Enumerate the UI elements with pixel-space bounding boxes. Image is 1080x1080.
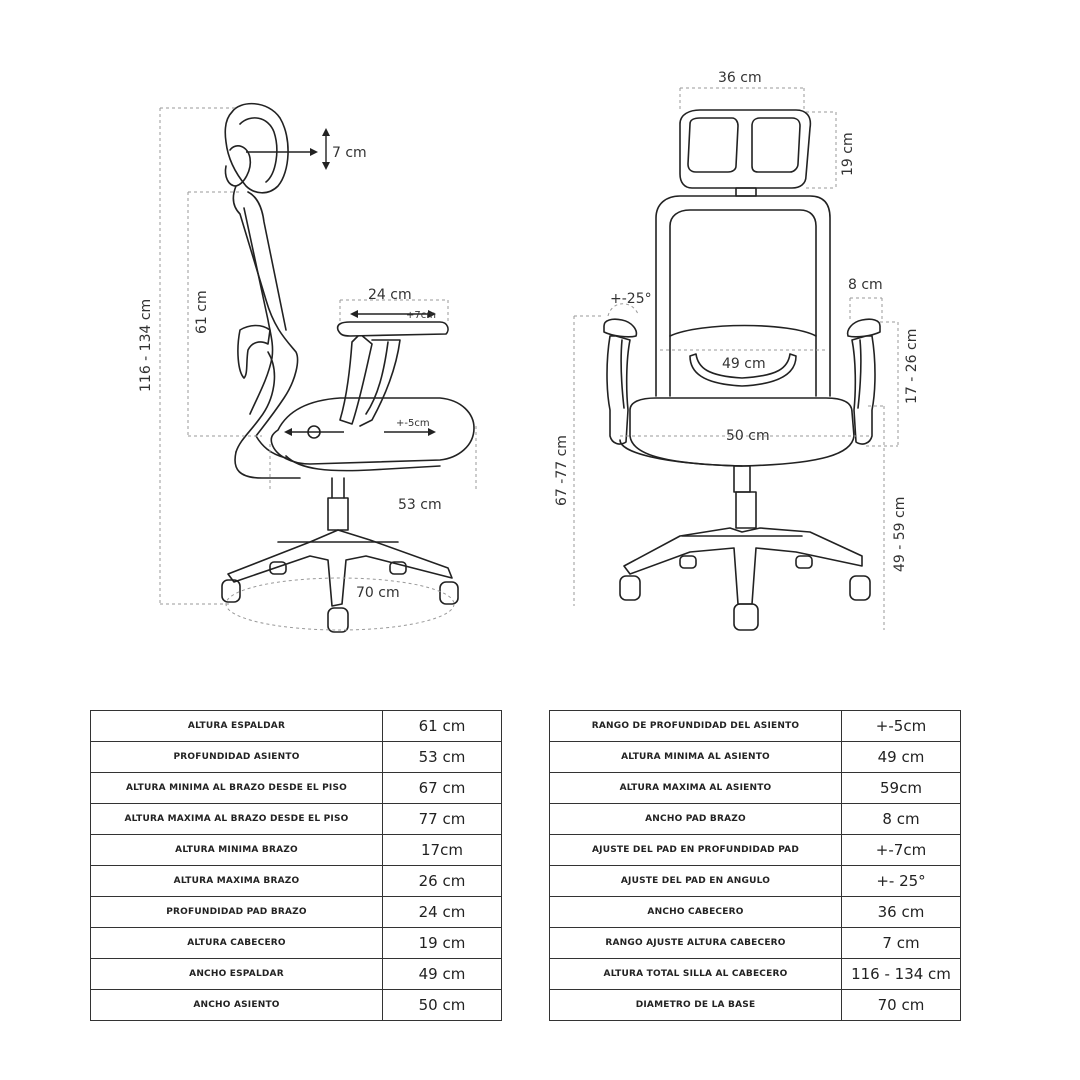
spec-label: ALTURA CABECERO	[91, 928, 383, 959]
spec-value: 116 - 134 cm	[842, 959, 961, 990]
table-row	[91, 742, 502, 773]
side-view-chair	[222, 104, 474, 632]
spec-value: 53 cm	[383, 742, 502, 773]
spec-value: 8 cm	[842, 804, 961, 835]
spec-value: 26 cm	[383, 866, 502, 897]
spec-value: 24 cm	[383, 897, 502, 928]
spec-value: 59cm	[842, 773, 961, 804]
label-headrest-adjust: 7 cm	[332, 145, 367, 161]
label-total-height: 116 - 134 cm	[138, 298, 154, 392]
front-base	[624, 528, 862, 604]
label-headrest-height: 19 cm	[840, 132, 856, 176]
spec-value: 61 cm	[383, 711, 502, 742]
spec-value: 70 cm	[842, 990, 961, 1021]
spec-value: 50 cm	[383, 990, 502, 1021]
table-row	[550, 990, 961, 1021]
label-arm-floor-height: 67 -77 cm	[554, 435, 570, 506]
label-back-width: 49 cm	[722, 356, 766, 372]
side-gas-lift	[332, 478, 344, 498]
table-row	[91, 835, 502, 866]
label-backrest-height: 61 cm	[194, 290, 210, 334]
label-arm-pad-slide: +7cm	[406, 310, 436, 321]
front-left-armrest	[607, 336, 630, 444]
side-view-dimensions	[160, 108, 476, 630]
spec-value: 7 cm	[842, 928, 961, 959]
label-arm-angle: +-25°	[610, 291, 652, 307]
spec-label: PROFUNDIDAD PAD BRAZO	[91, 897, 383, 928]
table-row	[550, 866, 961, 897]
spec-value: 36 cm	[842, 897, 961, 928]
table-row	[550, 959, 961, 990]
spec-value: 17cm	[383, 835, 502, 866]
table-row	[91, 773, 502, 804]
spec-label: ALTURA MINIMA AL BRAZO DESDE EL PISO	[91, 773, 383, 804]
spec-value: 49 cm	[842, 742, 961, 773]
side-headrest	[225, 104, 288, 193]
side-view-labels	[138, 145, 442, 601]
spec-label: ALTURA MAXIMA AL ASIENTO	[550, 773, 842, 804]
label-arm-pad-width: 8 cm	[848, 277, 883, 293]
spec-value: +- 25°	[842, 866, 961, 897]
spec-label: ALTURA MAXIMA AL BRAZO DESDE EL PISO	[91, 804, 383, 835]
label-arm-pad-depth: 24 cm	[368, 287, 412, 303]
spec-label: ANCHO PAD BRAZO	[550, 804, 842, 835]
table-row	[550, 897, 961, 928]
front-gas-lift	[734, 466, 750, 492]
front-headrest	[680, 110, 810, 188]
front-right-armrest	[852, 336, 875, 444]
table-row	[91, 804, 502, 835]
spec-table-left	[90, 710, 502, 1021]
label-seat-slide: +-5cm	[396, 418, 430, 429]
label-seat-depth: 53 cm	[398, 497, 442, 513]
label-base-diameter: 70 cm	[356, 585, 400, 601]
table-row	[550, 835, 961, 866]
table-row	[550, 804, 961, 835]
spec-label: AJUSTE DEL PAD EN ANGULO	[550, 866, 842, 897]
table-row	[550, 928, 961, 959]
table-row	[550, 711, 961, 742]
spec-label: ALTURA ESPALDAR	[91, 711, 383, 742]
label-headrest-width: 36 cm	[718, 70, 762, 86]
spec-label: ALTURA MAXIMA BRAZO	[91, 866, 383, 897]
table-row	[91, 959, 502, 990]
spec-label: ALTURA MINIMA AL ASIENTO	[550, 742, 842, 773]
spec-label: DIAMETRO DE LA BASE	[550, 990, 842, 1021]
side-seat	[271, 398, 474, 464]
label-seat-width: 50 cm	[726, 428, 770, 444]
spec-label: ANCHO CABECERO	[550, 897, 842, 928]
label-arm-height-range: 17 - 26 cm	[904, 328, 920, 404]
table-row	[550, 742, 961, 773]
table-row	[91, 866, 502, 897]
spec-label: RANGO DE PROFUNDIDAD DEL ASIENTO	[550, 711, 842, 742]
label-seat-height: 49 - 59 cm	[892, 496, 908, 572]
spec-label: ALTURA MINIMA BRAZO	[91, 835, 383, 866]
spec-label: AJUSTE DEL PAD EN PROFUNDIDAD PAD	[550, 835, 842, 866]
spec-value: 49 cm	[383, 959, 502, 990]
spec-label: ANCHO ASIENTO	[91, 990, 383, 1021]
spec-label: RANGO AJUSTE ALTURA CABECERO	[550, 928, 842, 959]
table-row	[91, 897, 502, 928]
spec-value: +-7cm	[842, 835, 961, 866]
side-armrest	[340, 334, 372, 424]
table-row	[550, 773, 961, 804]
spec-value: 67 cm	[383, 773, 502, 804]
spec-value: +-5cm	[842, 711, 961, 742]
spec-label: ANCHO ESPALDAR	[91, 959, 383, 990]
spec-value: 77 cm	[383, 804, 502, 835]
spec-table-right	[549, 710, 961, 1021]
spec-value: 19 cm	[383, 928, 502, 959]
table-row	[91, 990, 502, 1021]
spec-label: PROFUNDIDAD ASIENTO	[91, 742, 383, 773]
table-row	[91, 928, 502, 959]
table-row	[91, 711, 502, 742]
spec-label: ALTURA TOTAL SILLA AL CABECERO	[550, 959, 842, 990]
